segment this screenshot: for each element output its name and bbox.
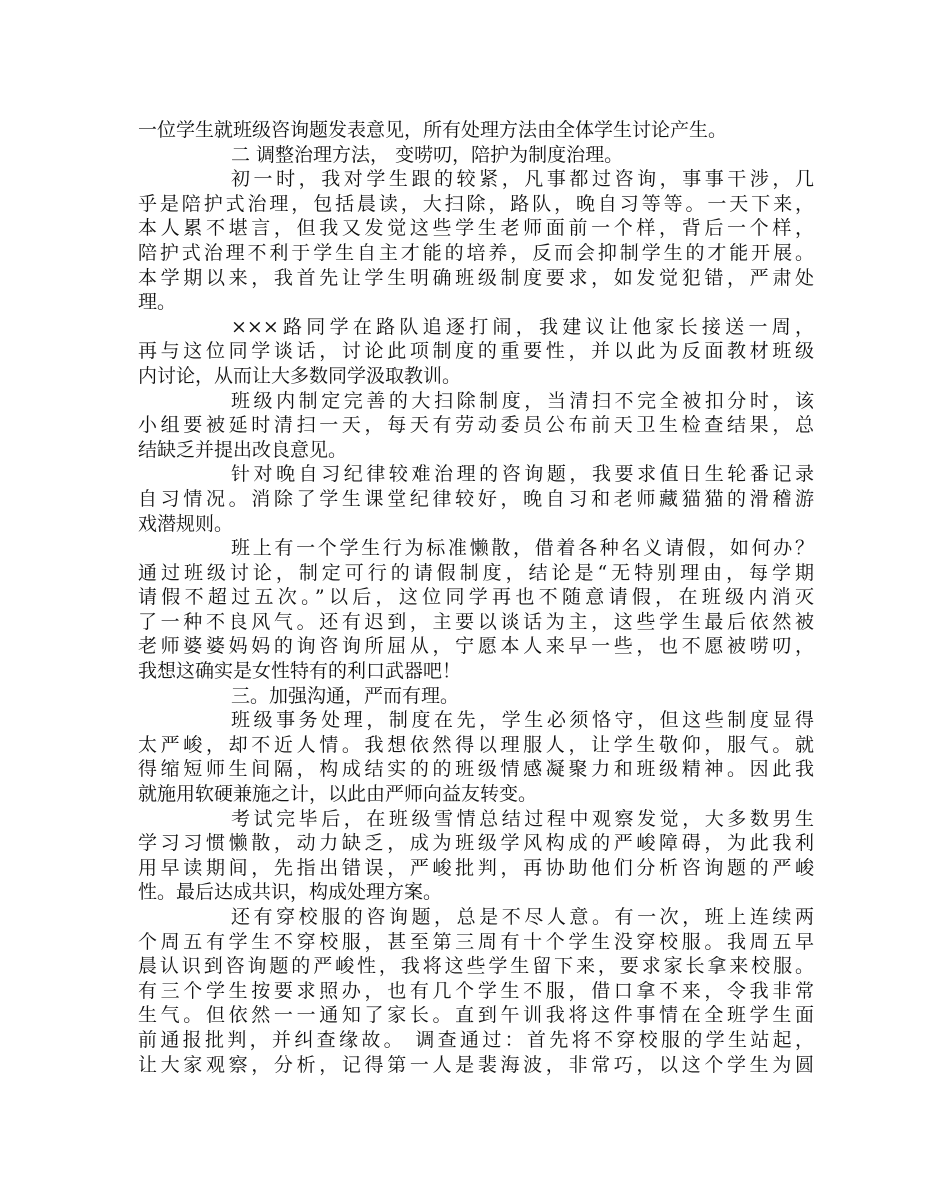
text-line: 有三个学生按要求照办，也有几个学生不服，借口拿不来，令我非常 [138,979,814,1002]
text-line: 小组要被延时清扫一天，每天有劳动委员公布前天卫生检查结果，总 [138,414,814,437]
text-line: 班级事务处理，制度在先，学生必须恪守，但这些制度显得 [231,709,814,732]
text-line: 二 调整治理方法， 变唠叨，陪护为制度治理。 [231,143,624,166]
text-line: 初一时，我对学生跟的较紧，凡事都过咨询，事事干涉，几 [231,168,814,191]
text-line: 班上有一个学生行为标准懒散，借着各种名义请假，如何办？ [231,537,814,560]
text-line: 用早读期间，先指出错误，严峻批判，再协助他们分析咨询题的严峻 [138,856,814,879]
text-line: 了一种不良风气。还有迟到，主要以谈话为主，这些学生最后依然被 [138,610,814,633]
text-line: 性。最后达成共识，构成处理方案。 [138,881,443,904]
text-line: 通过班级讨论，制定可行的请假制度，结论是“无特别理由，每学期 [138,561,814,584]
text-line: 结缺乏并提出改良意见。 [138,438,348,461]
text-line: 请假不超过五次。”以后，这位同学再也不随意请假，在班级内消灭 [138,586,814,609]
text-line: 本学期以来，我首先让学生明确班级制度要求，如发觉犯错，严肃处 [138,266,814,289]
text-line: ×××路同学在路队追逐打闹，我建议让他家长接送一周， [231,315,814,338]
text-line: 让大家观察，分析，记得第一人是裴海波，非常巧，以这个学生为圆 [138,1053,814,1076]
text-line: 内讨论，从而让大多数同学汲取教训。 [138,364,462,387]
text-line: 乎是陪护式治理，包括晨读，大扫除，路队，晚自习等等。一天下来， [138,192,814,215]
text-line: 三。加强沟通，严而有理。 [231,684,460,707]
text-line: 前通报批判，并纠查缘故。 调查通过：首先将不穿校服的学生站起， [138,1028,814,1051]
text-line: 学习习惯懒散，动力缺乏，成为班级学风构成的严峻障碍，为此我利 [138,832,814,855]
text-line: 本人累不堪言，但我又发觉这些学生老师面前一个样，背后一个样， [138,217,814,240]
text-line: 太严峻，却不近人情。我想依然得以理服人，让学生敬仰，服气。就 [138,733,814,756]
text-line: 再与这位同学谈话，讨论此项制度的重要性，并以此为反面教材班级 [138,340,814,363]
text-line: 我想这确实是女性特有的利口武器吧！ [138,660,462,683]
text-line: 陪护式治理不利于学生自主才能的培养，反而会抑制学生的才能开展。 [138,241,814,264]
text-line: 班级内制定完善的大扫除制度，当清扫不完全被扣分时，该 [231,389,814,412]
document-body [138,118,814,1077]
text-line: 晨认识到咨询题的严峻性，我将这些学生留下来，要求家长拿来校服。 [138,955,814,978]
text-line: 个周五有学生不穿校服，甚至第三周有十个学生没穿校服。我周五早 [138,930,814,953]
text-line: 一位学生就班级咨询题发表意见，所有处理方法由全体学生讨论产生。 [138,119,728,141]
text-line: 老师婆婆妈妈的询咨询所屈从，宁愿本人来早一些，也不愿被唠叨， [138,635,814,658]
text-line: 考试完毕后，在班级雪情总结过程中观察发觉，大多数男生 [231,807,814,830]
text-line: 理。 [138,291,177,314]
text-line: 得缩短师生间隔，构成结实的的班级情感凝聚力和班级精神。因此我 [138,758,814,781]
text-line: 针对晚自习纪律较难治理的咨询题，我要求值日生轮番记录 [231,463,814,486]
text-line: 自习情况。消除了学生课堂纪律较好，晚自习和老师藏猫猫的滑稽游 [138,487,814,510]
text-line: 戏潜规则。 [138,512,234,535]
text-line: 就施用软硬兼施之计，以此由严师向益友转变。 [138,783,538,806]
text-line: 还有穿校服的咨询题，总是不尽人意。有一次，班上连续两 [231,906,814,928]
text-line: 生气。但依然一一通知了家长。直到午训我将这件事情在全班学生面 [138,1004,814,1027]
